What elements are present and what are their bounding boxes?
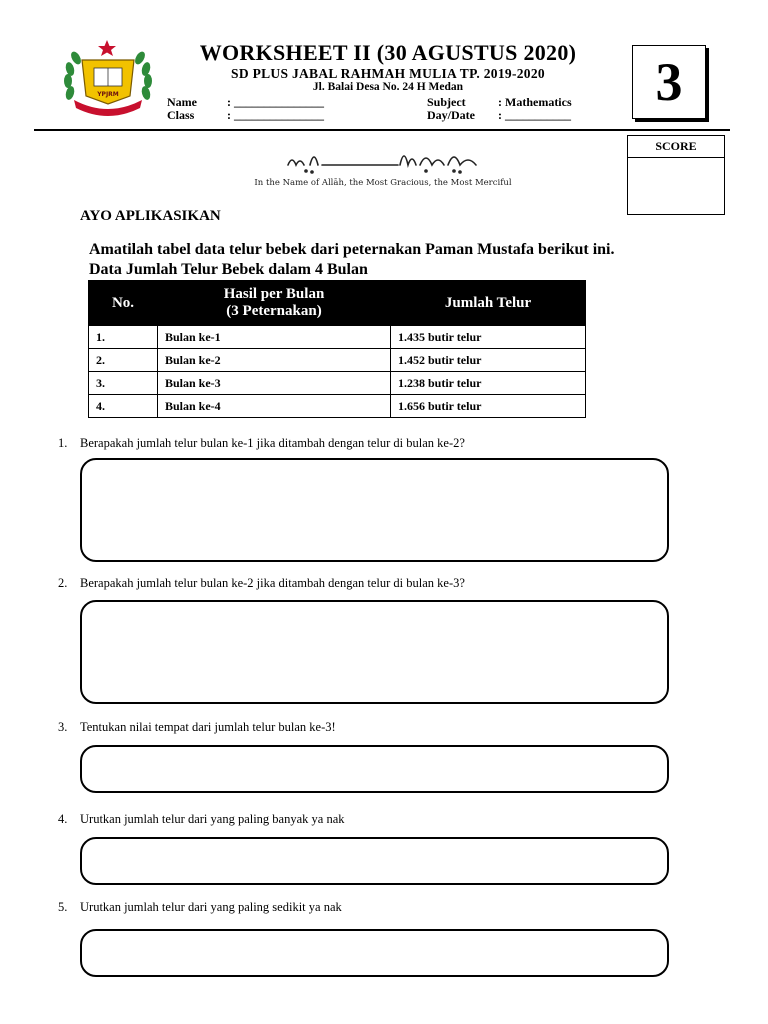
basmala-calligraphy bbox=[248, 143, 518, 191]
cell-jumlah: 1.656 butir telur bbox=[391, 395, 586, 418]
egg-data-table bbox=[88, 280, 586, 418]
answer-box-1[interactable] bbox=[80, 458, 669, 562]
header-divider bbox=[34, 129, 730, 131]
name-input[interactable]: : _______________ bbox=[227, 95, 324, 109]
header-hasil bbox=[158, 281, 391, 326]
cell-bulan: Bulan ke-2 bbox=[158, 349, 391, 372]
cell-bulan: Bulan ke-3 bbox=[158, 372, 391, 395]
day-date-input[interactable]: : ___________ bbox=[498, 108, 571, 122]
worksheet-title: WORKSHEET II (30 AGUSTUS 2020) bbox=[199, 40, 577, 65]
question-4 bbox=[58, 812, 345, 827]
table-row bbox=[89, 372, 586, 395]
header-no: No. bbox=[89, 281, 158, 326]
class-label: Class bbox=[167, 108, 195, 122]
intro-line-2: Data Jumlah Telur Bebek dalam 4 Bulan bbox=[89, 261, 368, 278]
cell-jumlah: 1.238 butir telur bbox=[391, 372, 586, 395]
name-label: Name bbox=[167, 95, 197, 109]
cell-no: 1. bbox=[89, 326, 158, 349]
question-2 bbox=[58, 576, 465, 591]
header-hasil-line-2: (3 Peternakan) bbox=[226, 303, 322, 319]
cell-jumlah: 1.435 butir telur bbox=[391, 326, 586, 349]
answer-box-3[interactable] bbox=[80, 745, 669, 793]
header-hasil-line-1: Hasil per Bulan bbox=[223, 286, 325, 302]
class-field bbox=[167, 108, 324, 123]
intro-text bbox=[89, 240, 615, 280]
question-3 bbox=[58, 720, 336, 735]
table-header-row bbox=[89, 281, 586, 326]
question-text: Tentukan nilai tempat dari jumlah telur bulan ke-3! bbox=[80, 720, 336, 734]
question-5 bbox=[58, 900, 342, 915]
section-title: AYO APLIKASIKAN bbox=[80, 208, 221, 224]
header-jumlah: Jumlah Telur bbox=[391, 281, 586, 326]
table-row bbox=[89, 349, 586, 372]
question-text: Berapakah jumlah telur bulan ke-2 jika ditambah dengan telur di bulan ke-3? bbox=[80, 576, 465, 590]
question-text: Berapakah jumlah telur bulan ke-1 jika ditambah dengan telur di bulan ke-2? bbox=[80, 436, 465, 450]
star-icon bbox=[98, 40, 116, 56]
answer-box-2[interactable] bbox=[80, 600, 669, 704]
question-text: Urutkan jumlah telur dari yang paling banyak ya nak bbox=[80, 812, 345, 826]
question-number: 5. bbox=[58, 900, 68, 914]
subject-value: : Mathematics bbox=[498, 95, 572, 109]
class-input[interactable]: : _______________ bbox=[227, 108, 324, 122]
day-date-field bbox=[427, 108, 571, 123]
day-date-label: Day/Date bbox=[427, 108, 475, 122]
cell-no: 2. bbox=[89, 349, 158, 372]
worksheet-number: 3 bbox=[632, 45, 706, 119]
logo-text: YPJRM bbox=[97, 91, 119, 98]
score-label: SCORE bbox=[628, 136, 724, 158]
school-address: Jl. Balai Desa No. 24 H Medan bbox=[312, 81, 464, 93]
intro-line-1: Amatilah tabel data telur bebek dari peternakan Paman Mustafa berikut ini. bbox=[89, 241, 615, 258]
subject-label: Subject bbox=[427, 95, 466, 109]
question-number: 1. bbox=[58, 436, 68, 450]
question-number: 2. bbox=[58, 576, 68, 590]
answer-box-5[interactable] bbox=[80, 929, 669, 977]
question-text: Urutkan jumlah telur dari yang paling sedikit ya nak bbox=[80, 900, 342, 914]
school-logo bbox=[60, 38, 156, 118]
question-number: 4. bbox=[58, 812, 68, 826]
cell-no: 3. bbox=[89, 372, 158, 395]
cell-bulan: Bulan ke-4 bbox=[158, 395, 391, 418]
table-row bbox=[89, 326, 586, 349]
cell-no: 4. bbox=[89, 395, 158, 418]
school-name: SD PLUS JABAL RAHMAH MULIA TP. 2019-2020 bbox=[231, 66, 545, 81]
question-1 bbox=[58, 436, 465, 451]
answer-box-4[interactable] bbox=[80, 837, 669, 885]
score-box[interactable] bbox=[627, 135, 725, 215]
table-row bbox=[89, 395, 586, 418]
cell-bulan: Bulan ke-1 bbox=[158, 326, 391, 349]
basmala-translation: In the Name of Allāh, the Most Gracious, the Most Merciful bbox=[254, 178, 512, 188]
cell-jumlah: 1.452 butir telur bbox=[391, 349, 586, 372]
question-number: 3. bbox=[58, 720, 68, 734]
